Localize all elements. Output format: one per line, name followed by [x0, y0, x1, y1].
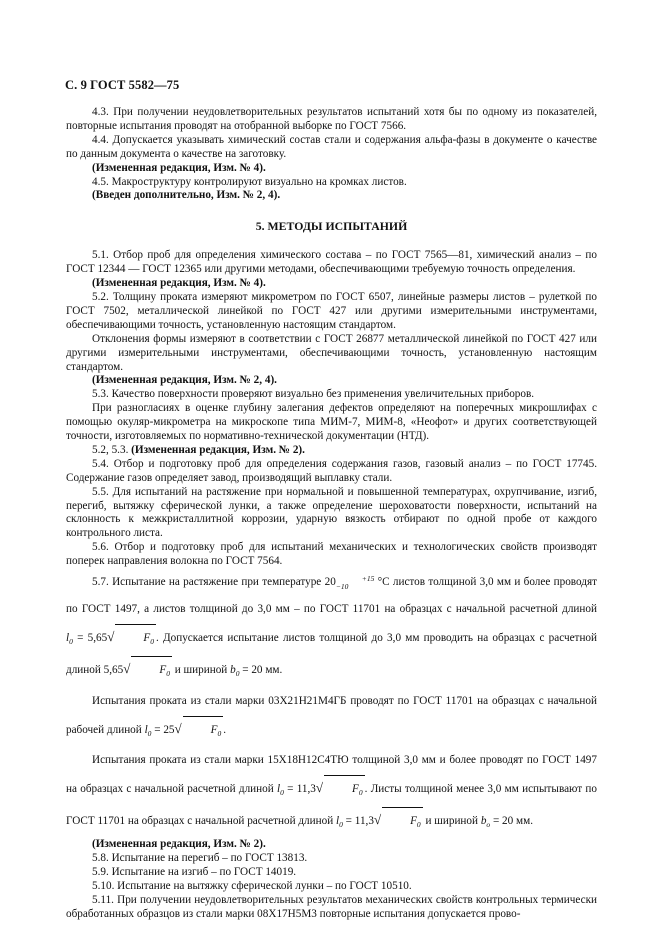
section-heading: 5. МЕТОДЫ ИСПЫТАНИЙ — [255, 219, 408, 234]
gauge-length-formula-3: $l_0 = 25√$ $F_0$ — [145, 724, 224, 736]
paragraph-5-10: 5.10. Испытание на вытяжку сферической лунки – по ГОСТ 10510. — [92, 879, 412, 892]
paragraph-5-4: 5.4. Отбор и подготовку проб для определения содержания газов, газовый анализ – по ГОСТ 17745. Содержание газов определяет завод, производящий выплавку стали. — [66, 457, 597, 484]
paragraph-5-8: 5.8. Испытание на перегиб – по ГОСТ 13813. — [92, 852, 308, 865]
paragraph-4-3: 4.3. При получении неудовлетворительных результатов испытаний хотя бы по одному из показателей, повторные испытания проводят на отобранной выборке по ГОСТ 7566. — [66, 106, 597, 132]
paragraph-5-3-disputes: При разногласиях в оценке глубину залегания дефектов определяют на поперечных микрошлифах с помощью окуляр-микрометра на микроскопе типа МИМ-7, МИМ-8, «Неофот» и других соответствующей точности, изготовляемых по нормативно-технической документации (НТД). — [66, 402, 597, 443]
paragraph-5-7: 5.7. Испытание на растяжение при температуре 20 +15 −10 °С листов толщиной 3,0 мм и более проводят по ГОСТ 1497, а листов толщиной до 3,0 мм – по ГОСТ 11701 на образцах с начальной расчетной длиной $l_0 = 5,65√$ $F_0$ . Допускается испытание листов толщиной до 3,0 мм проводить на образцах с расчетной длиной 5,65√ $F_0$ и шириной $b_0 = 20$ мм. — [66, 569, 597, 687]
paragraph-4-4: 4.4. Допускается указывать химический состав стали и содержания альфа-фазы в документе о качестве по данным документа о качестве на заготовку. — [66, 133, 597, 160]
paragraph-5-7-03x21: Испытания проката из стали марки 03Х21Н21М4ГБ проводят по ГОСТ 11701 на образцах с начальной рабочей длиной $l_0 = 25√$ $F_0$ . — [66, 688, 597, 747]
paragraph-5-2-form: Отклонения формы измеряют в соответствии с ГОСТ 26877 металлической линейкой по ГОСТ 427 или другими измерительными инструментами, обеспечивающими точность, установленную настоящим стандартом. — [66, 332, 597, 373]
paragraph-5-6: 5.6. Отбор и подготовку проб для испытаний механических и технологических свойств производят поперек направления волокна по ГОСТ 7564. — [66, 541, 597, 568]
paragraph-5-9: 5.9. Испытание на изгиб – по ГОСТ 14019. — [92, 866, 297, 879]
paragraph-5-11: 5.11. При получении неудовлетворительных результатов механических свойств контрольных термически обработанных образцов из стали марки 08Х17Н5М3 повторные испытания допускается прово- — [66, 893, 597, 920]
paragraph-4-5: 4.5. Макроструктуру контролируют визуально на кромках листов. — [92, 175, 407, 188]
gauge-length-formula: $l_0 = 5,65√$ $F_0$ — [66, 632, 156, 644]
gauge-length-formula-2: 5,65√ $F_0$ — [104, 664, 172, 676]
paragraph-5-7-15x18: Испытания проката из стали марки 15Х18Н12С4ТЮ толщиной 3,0 мм и более проводят по ГОСТ 1497 на образцах с начальной расчетной длиной $l_0 = 11,3√$ $F_0$ . Листы толщиной менее 3,0 мм испытывают по ГОСТ 11701 на образцах с начальной расчетной длиной $l_0 = 11,3√$ $F_0$ и шириной $b_о = 20$ мм. — [66, 747, 597, 838]
width-formula-2: $b_о = 20$ мм. — [480, 815, 533, 830]
amendment-text: (Измененная редакция, Изм. № 2). — [131, 443, 305, 456]
amendment-note-5-1: (Измененная редакция, Изм. № 4). — [92, 277, 266, 290]
temperature-formula: 20 +15 −10 — [324, 574, 375, 591]
amendment-note-5-2-5-3 — [66, 444, 597, 458]
page-header: С. 9 ГОСТ 5582—75 — [65, 78, 180, 92]
amendment-note-5-7: (Измененная редакция, Изм. № 2). — [92, 838, 266, 851]
paragraph-5-2: 5.2. Толщину проката измеряют микрометром по ГОСТ 6507, линейные размеры листов – рулеткой по ГОСТ 7502, металлической линейкой по ГОСТ 427 или другими измерительными инструментами, обеспечивающими точность, установленную настоящим стандартом. — [66, 290, 597, 331]
paragraph-5-5: 5.5. Для испытаний на растяжение при нормальной и повышенной температурах, охрупчивание, изгиб, перегиб, вытяжку сферической лунки, а также определение шероховатости поверхности, испытаний на склонность к межкристаллитной коррозии, ударную вязкость отбирают по одной пробе от каждого контрольного листа. — [66, 485, 597, 540]
gauge-length-formula-4: $l_0 = 11,3√$ $F_0$ — [277, 783, 365, 795]
paragraph-5-3: 5.3. Качество поверхности проверяют визуально без применения увеличительных приборов. — [92, 388, 535, 401]
amendment-note-4-4: (Измененная редакция, Изм. № 4). — [92, 161, 266, 174]
document-body — [66, 106, 597, 922]
amendment-note-5-2: (Измененная редакция, Изм. № 2, 4). — [92, 374, 277, 387]
paragraph-5-1: 5.1. Отбор проб для определения химического состава – по ГОСТ 7565—81, химический анализ – по ГОСТ 12344 — ГОСТ 12365 или другими методами, обеспечивающими требуемую точность определения. — [66, 249, 597, 276]
clause-ref: 5.2, 5.3. — [92, 443, 129, 456]
amendment-note-4-5: (Введен дополнительно, Изм. № 2, 4). — [92, 189, 281, 202]
gauge-length-formula-5: $l_0 = 11,3√$ $F_0$ — [336, 815, 423, 827]
width-formula: $b_0 = 20$ мм. — [230, 664, 283, 679]
